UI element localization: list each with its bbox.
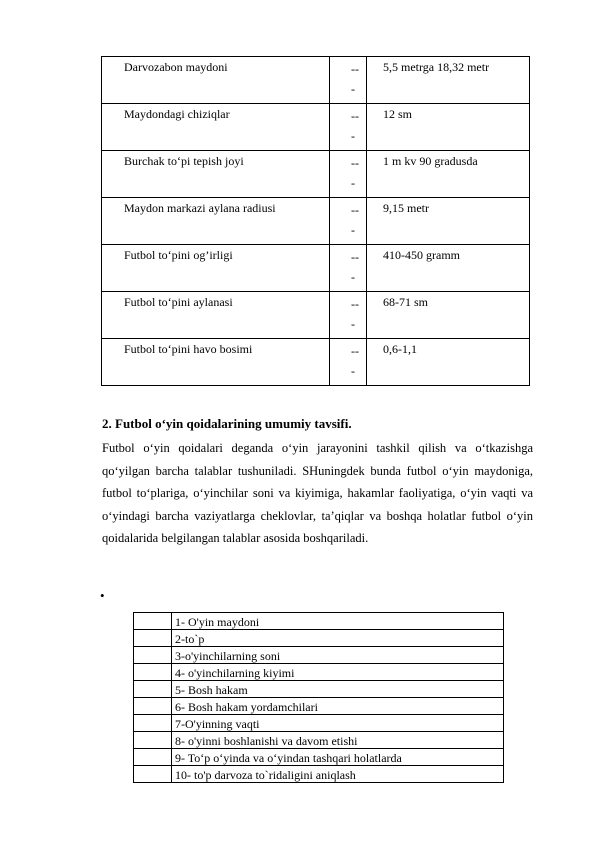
rules-list-table <box>133 612 504 783</box>
rule-item-cell: 10- to'p darvoza to`ridaligini aniqlash <box>172 766 504 783</box>
param-name-cell: Futbol to‘pini havo bosimi <box>102 339 330 386</box>
param-value-cell: 68-71 sm <box>367 292 530 339</box>
section-paragraph: Futbol o‘yin qoidalari deganda o‘yin jarayonini tashkil qilish va o‘tkazishga qo‘yilgan barcha talablar tushuniladi. SHuningdek bunda futbol o‘yin maydoniga, futbol to‘plariga, o‘yinchilar soni va kiyimiga, hakamlar faoliyatiga, o‘yin vaqti va o‘yindagi barcha vaziyatlarga cheklovlar, ta’qiqlar va boshqa holatlar futbol o‘yin qoidalarida belgilangan talablar asosida boshqariladi. <box>102 441 533 546</box>
param-row <box>102 292 530 339</box>
param-name-cell: Futbol to‘pini og’irligi <box>102 245 330 292</box>
param-row <box>102 57 530 104</box>
param-name-cell: Darvozabon maydoni <box>102 57 330 104</box>
rule-empty-cell <box>134 715 172 732</box>
rule-item-cell: 4- o'yinchilarning kiyimi <box>172 664 504 681</box>
rule-item-cell: 6- Bosh hakam yordamchilari <box>172 698 504 715</box>
bullet-marker: • <box>100 588 105 603</box>
param-dash-cell: -- - <box>330 292 367 339</box>
param-value-cell: 1 m kv 90 gradusda <box>367 151 530 198</box>
param-name-cell: Maydon markazi aylana radiusi <box>102 198 330 245</box>
rule-empty-cell <box>134 732 172 749</box>
rule-item-cell: 8- o'yinni boshlanishi va davom etishi <box>172 732 504 749</box>
rule-row <box>134 681 504 698</box>
rule-row <box>134 749 504 766</box>
rule-row <box>134 715 504 732</box>
param-row <box>102 245 530 292</box>
param-value-cell: 9,15 metr <box>367 198 530 245</box>
rule-empty-cell <box>134 647 172 664</box>
rule-empty-cell <box>134 681 172 698</box>
param-value-cell: 410-450 gramm <box>367 245 530 292</box>
rule-empty-cell <box>134 613 172 630</box>
param-dash-cell: -- - <box>330 104 367 151</box>
rule-row <box>134 613 504 630</box>
rule-empty-cell <box>134 766 172 783</box>
rule-empty-cell <box>134 664 172 681</box>
rule-item-cell: 5- Bosh hakam <box>172 681 504 698</box>
rule-row <box>134 732 504 749</box>
param-row <box>102 104 530 151</box>
rule-empty-cell <box>134 749 172 766</box>
param-dash-cell: -- - <box>330 339 367 386</box>
rule-row <box>134 664 504 681</box>
param-name-cell: Maydondagi chiziqlar <box>102 104 330 151</box>
rule-item-cell: 3-o'yinchilarning soni <box>172 647 504 664</box>
section-heading: 2. Futbol o‘yin qoidalarining umumiy tavsifi. <box>102 416 352 431</box>
param-dash-cell: -- - <box>330 57 367 104</box>
rule-row <box>134 630 504 647</box>
field-parameters-table <box>101 56 530 386</box>
param-dash-cell: -- - <box>330 151 367 198</box>
param-value-cell: 12 sm <box>367 104 530 151</box>
rule-empty-cell <box>134 630 172 647</box>
param-row <box>102 198 530 245</box>
rule-item-cell: 9- To‘p o‘yinda va o‘yindan tashqari holatlarda <box>172 749 504 766</box>
param-dash-cell: -- - <box>330 245 367 292</box>
rule-item-cell: 1- O'yin maydoni <box>172 613 504 630</box>
param-row <box>102 339 530 386</box>
param-value-cell: 5,5 metrga 18,32 metr <box>367 57 530 104</box>
param-name-cell: Burchak to‘pi tepish joyi <box>102 151 330 198</box>
param-name-cell: Futbol to‘pini aylanasi <box>102 292 330 339</box>
rule-item-cell: 2-to`p <box>172 630 504 647</box>
param-value-cell: 0,6-1,1 <box>367 339 530 386</box>
param-dash-cell: -- - <box>330 198 367 245</box>
rule-row <box>134 698 504 715</box>
rule-empty-cell <box>134 698 172 715</box>
rule-row <box>134 766 504 783</box>
rule-item-cell: 7-O'yinning vaqti <box>172 715 504 732</box>
rule-row <box>134 647 504 664</box>
param-row <box>102 151 530 198</box>
